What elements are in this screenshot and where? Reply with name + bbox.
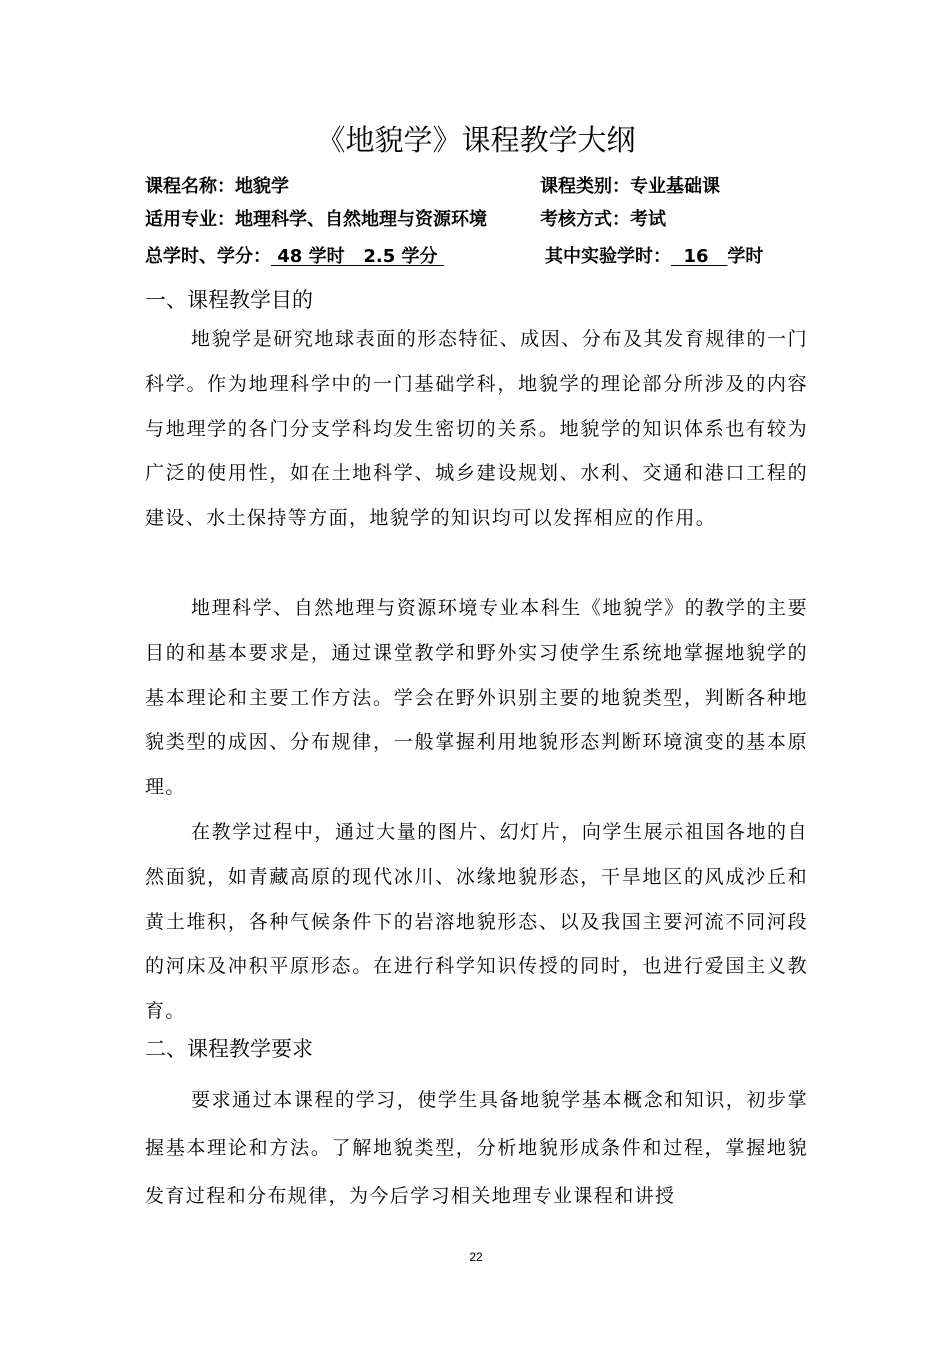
section-heading-2: 二、课程教学要求: [145, 1037, 313, 1061]
course-name-row: [145, 174, 289, 200]
hours-label: 总学时、学分：: [145, 246, 271, 267]
course-type-row: [540, 174, 720, 200]
lab-hours-label: 其中实验学时：: [545, 246, 671, 267]
assessment-value: 考试: [630, 209, 666, 230]
assessment-row: [540, 207, 666, 233]
lab-hours-row: [545, 244, 763, 270]
lab-hours-value: 16: [671, 246, 728, 267]
paragraph-2-1: 要求通过本课程的学习，使学生具备地貌学基本概念和知识，初步掌握基本理论和方法。了解地貌类型，分析地貌形成条件和过程，掌握地貌发育过程和分布规律，为今后学习相关地理专业课程和讲授: [145, 1089, 808, 1207]
major-value: 地理科学、自然地理与资源环境: [235, 209, 487, 230]
page-title: 《地貌学》课程教学大纲: [316, 123, 636, 157]
page-number: 22: [469, 1250, 483, 1264]
lab-hours-unit: 学时: [727, 246, 764, 267]
section-heading-1: 一、课程教学目的: [145, 288, 313, 312]
course-type-label: 课程类别：: [540, 176, 630, 197]
course-type-value: 专业基础课: [630, 176, 720, 197]
course-name-value: 地貌学: [235, 176, 289, 197]
assessment-label: 考核方式：: [540, 209, 630, 230]
course-name-label: 课程名称：: [145, 176, 235, 197]
major-row: [145, 207, 487, 233]
paragraph-1-2: 地理科学、自然地理与资源环境专业本科生《地貌学》的教学的主要目的和基本要求是，通过课堂教学和野外实习使学生系统地掌握地貌学的基本理论和主要工作方法。学会在野外识别主要的地貌类型，判断各种地貌类型的成因、分布规律，一般掌握利用地貌形态判断环境演变的基本原理。: [145, 597, 808, 799]
hours-value: 48 学时 2.5 学分: [271, 246, 444, 267]
paragraph-1-1: 地貌学是研究地球表面的形态特征、成因、分布及其发育规律的一门科学。作为地理科学中的一门基础学科，地貌学的理论部分所涉及的内容与地理学的各门分支学科均发生密切的关系。地貌学的知识体系也有较为广泛的使用性，如在土地科学、城乡建设规划、水利、交通和港口工程的建设、水土保持等方面，地貌学的知识均可以发挥相应的作用。: [145, 328, 808, 530]
major-label: 适用专业：: [145, 209, 235, 230]
paragraph-1-3: 在教学过程中，通过大量的图片、幻灯片，向学生展示祖国各地的自然面貌，如青藏高原的现代冰川、冰缘地貌形态，干旱地区的风成沙丘和黄土堆积，各种气候条件下的岩溶地貌形态、以及我国主要河流不同河段的河床及冲积平原形态。在进行科学知识传授的同时，也进行爱国主义教育。: [145, 821, 808, 1023]
hours-row: [145, 244, 444, 270]
